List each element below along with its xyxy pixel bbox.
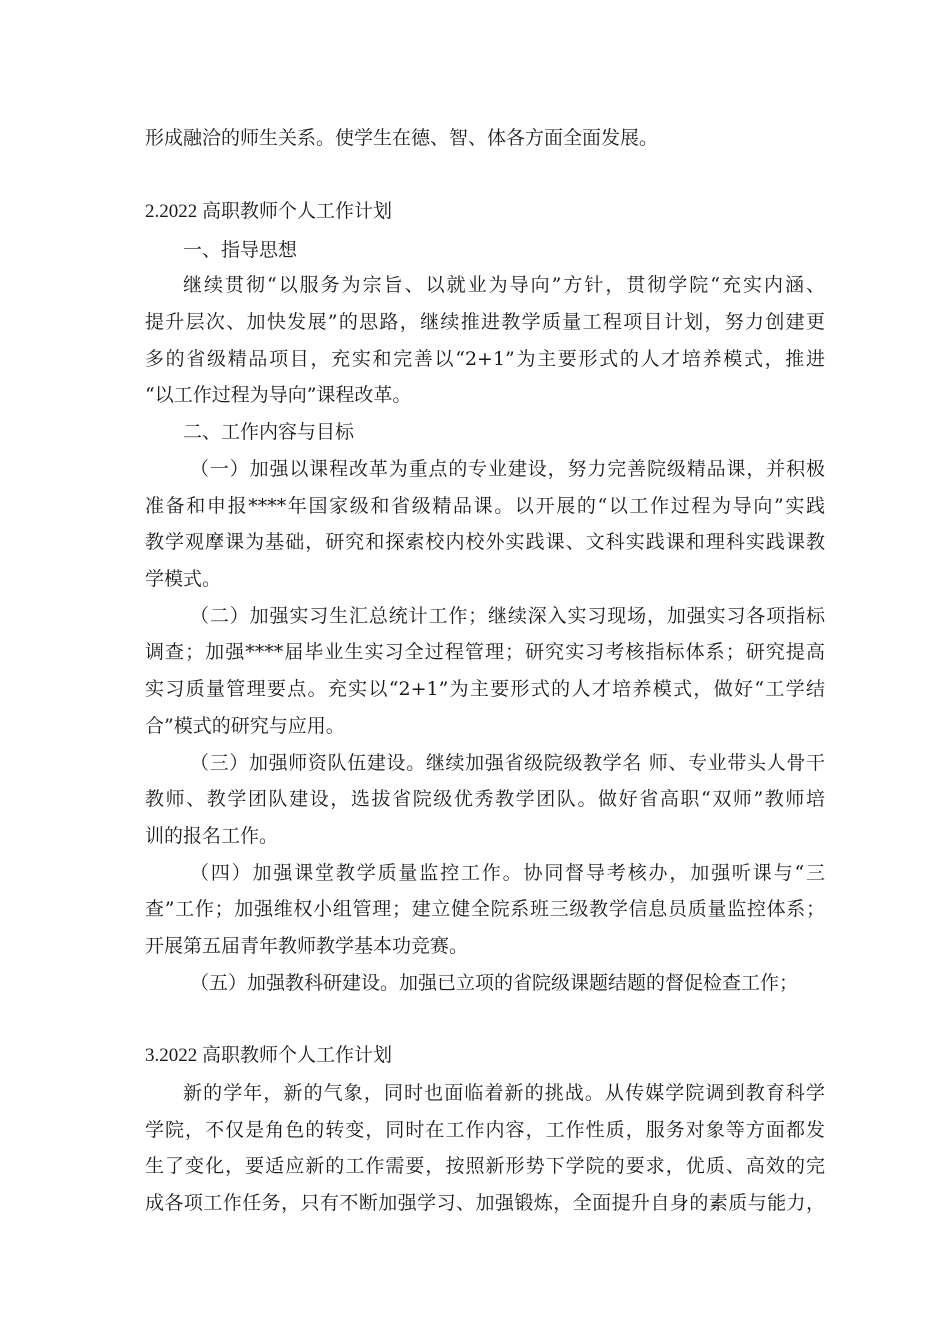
- paragraph-line: 生了变化，要适应新的工作需要，按照新形势下学院的要求，优质、高效的完: [145, 1155, 825, 1177]
- paragraph-line: 训的报名工作。: [145, 825, 279, 847]
- paragraph-line: （三）加强师资队伍建设。继续加强省级院级教学名 师、专业带头人骨干: [190, 752, 825, 774]
- paragraph-line: 实习质量管理要点。充实以“2+1”为主要形式的人才培养模式，做好“工学结: [145, 678, 825, 700]
- paragraph-line: 提升层次、加快发展”的思路，继续推进教学质量工程项目计划，努力创建更: [145, 311, 825, 333]
- subheading-guiding-thought: 一、指导思想: [183, 239, 298, 261]
- paragraph-line: “以工作过程为导向”课程改革。: [145, 384, 412, 406]
- paragraph-line: 查”工作；加强维权小组管理；建立健全院系班三级教学信息员质量监控体系；: [145, 898, 825, 920]
- paragraph-line: 准备和申报****年国家级和省级精品课。以开展的“以工作过程为导向”实践: [145, 495, 825, 517]
- paragraph-line: 调查；加强****届毕业生实习全过程管理；研究实习考核指标体系；研究提高: [145, 641, 825, 663]
- paragraph-line: 多的省级精品项目，充实和完善以“2+1”为主要形式的人才培养模式，推进: [145, 348, 825, 370]
- paragraph-line: 教学观摩课为基础，研究和探索校内校外实践课、文科实践课和理科实践课教: [145, 531, 825, 553]
- paragraph-line: 形成融洽的师生关系。使学生在德、智、体各方面全面发展。: [145, 127, 659, 149]
- paragraph-line: （五）加强教科研建设。加强已立项的省院级课题结题的督促检查工作；: [190, 972, 799, 994]
- paragraph-line: （二）加强实习生汇总统计工作；继续深入实习现场，加强实习各项指标: [190, 605, 825, 627]
- section-heading-3: 3.2022 高职教师个人工作计划: [145, 1045, 393, 1066]
- paragraph-line: （一）加强以课程改革为重点的专业建设，努力完善院级精品课，并积极: [190, 458, 825, 480]
- paragraph-line: 学院，不仅是角色的转变，同时在工作内容，工作性质，服务对象等方面都发: [145, 1119, 825, 1141]
- paragraph-line: 开展第五届青年教师教学基本功竞赛。: [145, 935, 469, 957]
- section-heading-2: 2.2022 高职教师个人工作计划: [145, 201, 393, 222]
- paragraph-line: 教师、教学团队建设，选拔省院级优秀教学团队。做好省高职“双师”教师培: [145, 788, 825, 810]
- paragraph-line: 学模式。: [145, 568, 222, 590]
- paragraph-line: 继续贯彻“以服务为宗旨、以就业为导向”方针，贯彻学院“充实内涵、: [183, 274, 825, 296]
- paragraph-line: （四）加强课堂教学质量监控工作。协同督导考核办，加强听课与“三: [190, 862, 825, 884]
- paragraph-line: 成各项工作任务，只有不断加强学习、加强锻炼，全面提升自身的素质与能力，: [145, 1192, 825, 1214]
- subheading-work-content: 二、工作内容与目标: [183, 421, 355, 443]
- paragraph-line: 合”模式的研究与应用。: [145, 715, 345, 737]
- paragraph-line: 新的学年，新的气象，同时也面临着新的挑战。从传媒学院调到教育科学: [183, 1082, 825, 1104]
